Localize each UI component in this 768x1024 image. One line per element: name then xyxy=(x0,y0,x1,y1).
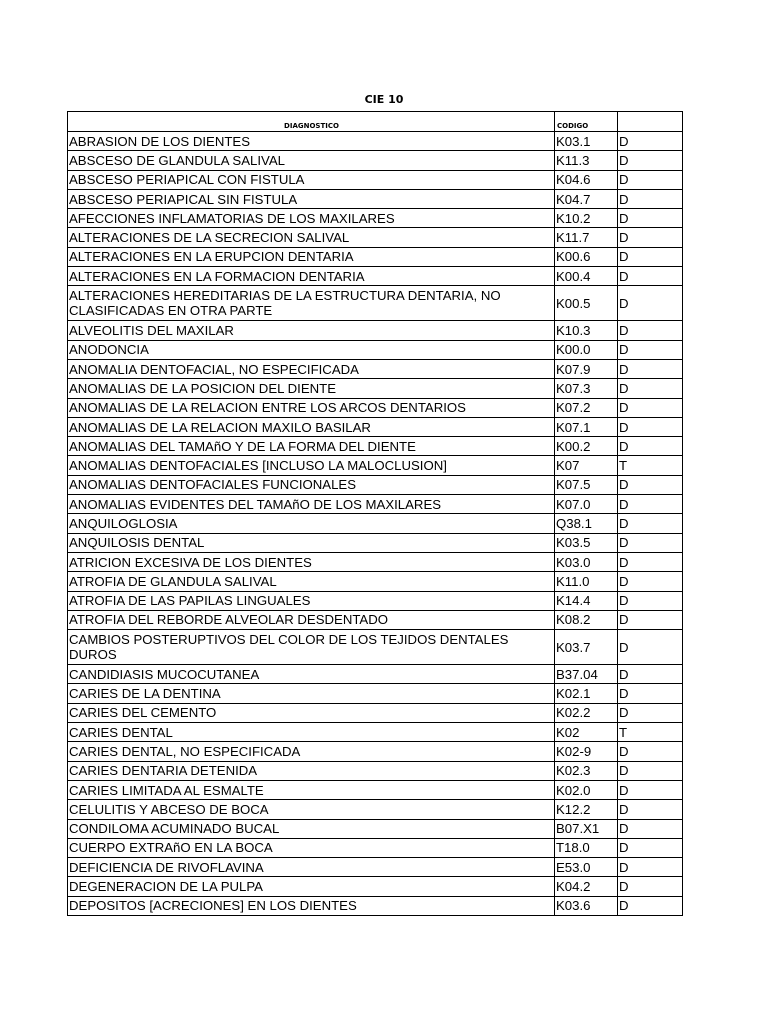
diagnostico-cell: CARIES DENTAL xyxy=(68,723,555,742)
diagnostico-cell: ANOMALIAS DEL TAMAñO Y DE LA FORMA DEL DIENTE xyxy=(68,437,555,456)
tipo-cell: D xyxy=(618,761,683,780)
diagnostico-cell: CUERPO EXTRAñO EN LA BOCA xyxy=(68,838,555,857)
table-body xyxy=(68,112,683,916)
diagnostico-cell: CANDIDIASIS MUCOCUTANEA xyxy=(68,665,555,684)
tipo-cell: D xyxy=(618,665,683,684)
codigo-cell: K08.2 xyxy=(555,610,618,629)
diagnostico-cell: ANOMALIAS DENTOFACIALES [INCLUSO LA MALOCLUSION] xyxy=(68,456,555,475)
codigo-cell: K11.3 xyxy=(555,151,618,170)
table-row xyxy=(68,533,683,552)
tipo-cell: D xyxy=(618,189,683,208)
tipo-cell: D xyxy=(618,398,683,417)
codigo-cell: K00.5 xyxy=(555,286,618,321)
diagnostico-cell: DEGENERACION DE LA PULPA xyxy=(68,877,555,896)
codigo-cell: K04.6 xyxy=(555,170,618,189)
diagnostico-cell: ALTERACIONES HEREDITARIAS DE LA ESTRUCTURA DENTARIA, NO CLASIFICADAS EN OTRA PARTE xyxy=(68,286,555,321)
table-row xyxy=(68,761,683,780)
codigo-cell: K10.3 xyxy=(555,321,618,340)
table-row xyxy=(68,398,683,417)
codigo-cell: K00.0 xyxy=(555,340,618,359)
diagnostico-cell: ANQUILOGLOSIA xyxy=(68,514,555,533)
diagnostico-cell: ANQUILOSIS DENTAL xyxy=(68,533,555,552)
diagnostico-cell: ABRASION DE LOS DIENTES xyxy=(68,132,555,151)
diagnostico-cell: ABSCESO PERIAPICAL CON FISTULA xyxy=(68,170,555,189)
diagnostico-cell: ANODONCIA xyxy=(68,340,555,359)
diagnostico-cell: ATRICION EXCESIVA DE LOS DIENTES xyxy=(68,552,555,571)
tipo-cell: D xyxy=(618,800,683,819)
tipo-cell: D xyxy=(618,591,683,610)
codigo-cell: K00.2 xyxy=(555,437,618,456)
header-codigo: CODIGO xyxy=(555,112,618,132)
tipo-cell: D xyxy=(618,151,683,170)
diagnostico-cell: ATROFIA DEL REBORDE ALVEOLAR DESDENTADO xyxy=(68,610,555,629)
diagnostico-cell: CARIES DE LA DENTINA xyxy=(68,684,555,703)
tipo-cell: D xyxy=(618,379,683,398)
tipo-cell: D xyxy=(618,877,683,896)
codigo-cell: K03.1 xyxy=(555,132,618,151)
tipo-cell: D xyxy=(618,247,683,266)
tipo-cell: D xyxy=(618,340,683,359)
table-row xyxy=(68,456,683,475)
tipo-cell: D xyxy=(618,819,683,838)
diagnostico-cell: CARIES DENTARIA DETENIDA xyxy=(68,761,555,780)
diagnostico-cell: ANOMALIAS DE LA RELACION ENTRE LOS ARCOS DENTARIOS xyxy=(68,398,555,417)
tipo-cell: D xyxy=(618,780,683,799)
tipo-cell: T xyxy=(618,723,683,742)
codigo-cell: K12.2 xyxy=(555,800,618,819)
codigo-cell: K07 xyxy=(555,456,618,475)
table-row xyxy=(68,800,683,819)
table-row xyxy=(68,684,683,703)
codigo-cell: K11.0 xyxy=(555,572,618,591)
diagnostico-cell: CAMBIOS POSTERUPTIVOS DEL COLOR DE LOS TEJIDOS DENTALES DUROS xyxy=(68,630,555,665)
codigo-cell: K02 xyxy=(555,723,618,742)
table-row xyxy=(68,340,683,359)
codigo-cell: K04.2 xyxy=(555,877,618,896)
tipo-cell: D xyxy=(618,495,683,514)
codigo-cell: K02.0 xyxy=(555,780,618,799)
diagnostico-cell: CARIES LIMITADA AL ESMALTE xyxy=(68,780,555,799)
codigo-cell: K02.3 xyxy=(555,761,618,780)
codigo-cell: T18.0 xyxy=(555,838,618,857)
codigo-cell: K07.5 xyxy=(555,475,618,494)
codigo-cell: K10.2 xyxy=(555,209,618,228)
tipo-cell: D xyxy=(618,514,683,533)
diagnostico-cell: ALTERACIONES EN LA ERUPCION DENTARIA xyxy=(68,247,555,266)
header-diagnostico: DIAGNOSTICO xyxy=(68,112,555,132)
diagnostico-cell: ATROFIA DE LAS PAPILAS LINGUALES xyxy=(68,591,555,610)
tipo-cell: D xyxy=(618,267,683,286)
tipo-cell: D xyxy=(618,286,683,321)
codigo-cell: K03.5 xyxy=(555,533,618,552)
diagnostico-cell: DEFICIENCIA DE RIVOFLAVINA xyxy=(68,858,555,877)
table-row xyxy=(68,665,683,684)
diagnostico-cell: ALTERACIONES DE LA SECRECION SALIVAL xyxy=(68,228,555,247)
table-row xyxy=(68,379,683,398)
tipo-cell: D xyxy=(618,703,683,722)
diagnostico-cell: ANOMALIAS DE LA RELACION MAXILO BASILAR xyxy=(68,417,555,436)
tipo-cell: D xyxy=(618,533,683,552)
document-title: CIE 10 xyxy=(364,93,404,106)
table-row xyxy=(68,838,683,857)
table-row xyxy=(68,151,683,170)
tipo-cell: D xyxy=(618,858,683,877)
codigo-cell: K07.1 xyxy=(555,417,618,436)
table-row xyxy=(68,780,683,799)
table-row xyxy=(68,132,683,151)
table-row xyxy=(68,437,683,456)
tipo-cell: D xyxy=(618,630,683,665)
codigo-cell: K00.6 xyxy=(555,247,618,266)
table-row xyxy=(68,286,683,321)
diagnostico-cell: ABSCESO PERIAPICAL SIN FISTULA xyxy=(68,189,555,208)
table-row xyxy=(68,630,683,665)
tipo-cell: D xyxy=(618,742,683,761)
diagnostico-cell: AFECCIONES INFLAMATORIAS DE LOS MAXILARES xyxy=(68,209,555,228)
table-row xyxy=(68,742,683,761)
codigo-cell: K02.2 xyxy=(555,703,618,722)
diagnostico-cell: DEPOSITOS [ACRECIONES] EN LOS DIENTES xyxy=(68,896,555,915)
tipo-cell: D xyxy=(618,321,683,340)
table-row xyxy=(68,417,683,436)
codigo-cell: K03.0 xyxy=(555,552,618,571)
tipo-cell: D xyxy=(618,610,683,629)
table-row xyxy=(68,552,683,571)
codigo-cell: B07.X1 xyxy=(555,819,618,838)
table-row xyxy=(68,321,683,340)
diagnostico-cell: CARIES DEL CEMENTO xyxy=(68,703,555,722)
header-tipo xyxy=(618,112,683,132)
diagnostico-cell: ANOMALIAS EVIDENTES DEL TAMAñO DE LOS MAXILARES xyxy=(68,495,555,514)
tipo-cell: D xyxy=(618,228,683,247)
diagnostico-cell: ALVEOLITIS DEL MAXILAR xyxy=(68,321,555,340)
table-row xyxy=(68,228,683,247)
tipo-cell: D xyxy=(618,552,683,571)
table-header-row xyxy=(68,112,683,132)
codigo-cell: E53.0 xyxy=(555,858,618,877)
table-row xyxy=(68,858,683,877)
diagnostico-cell: CELULITIS Y ABCESO DE BOCA xyxy=(68,800,555,819)
diagnostico-cell: ABSCESO DE GLANDULA SALIVAL xyxy=(68,151,555,170)
diagnostico-cell: CONDILOMA ACUMINADO BUCAL xyxy=(68,819,555,838)
tipo-cell: D xyxy=(618,684,683,703)
table-row xyxy=(68,514,683,533)
tipo-cell: D xyxy=(618,359,683,378)
codigo-cell: Q38.1 xyxy=(555,514,618,533)
table-row xyxy=(68,572,683,591)
table-row xyxy=(68,723,683,742)
codigo-cell: K00.4 xyxy=(555,267,618,286)
diagnostico-cell: ALTERACIONES EN LA FORMACION DENTARIA xyxy=(68,267,555,286)
tipo-cell: D xyxy=(618,417,683,436)
diagnosis-table xyxy=(67,111,683,916)
codigo-cell: K04.7 xyxy=(555,189,618,208)
table-row xyxy=(68,610,683,629)
diagnostico-cell: CARIES DENTAL, NO ESPECIFICADA xyxy=(68,742,555,761)
table-row xyxy=(68,703,683,722)
table-row xyxy=(68,495,683,514)
tipo-cell: D xyxy=(618,475,683,494)
codigo-cell: K11.7 xyxy=(555,228,618,247)
codigo-cell: K14.4 xyxy=(555,591,618,610)
diagnostico-cell: ANOMALIAS DENTOFACIALES FUNCIONALES xyxy=(68,475,555,494)
tipo-cell: D xyxy=(618,132,683,151)
codigo-cell: K07.9 xyxy=(555,359,618,378)
codigo-cell: K07.3 xyxy=(555,379,618,398)
table-row xyxy=(68,877,683,896)
codigo-cell: B37.04 xyxy=(555,665,618,684)
tipo-cell: D xyxy=(618,896,683,915)
table-row xyxy=(68,819,683,838)
tipo-cell: D xyxy=(618,170,683,189)
table-row xyxy=(68,247,683,266)
table-row xyxy=(68,896,683,915)
codigo-cell: K03.6 xyxy=(555,896,618,915)
table-row xyxy=(68,170,683,189)
table-row xyxy=(68,189,683,208)
codigo-cell: K02.1 xyxy=(555,684,618,703)
codigo-cell: K02-9 xyxy=(555,742,618,761)
table-row xyxy=(68,267,683,286)
tipo-cell: D xyxy=(618,572,683,591)
codigo-cell: K07.2 xyxy=(555,398,618,417)
table-row xyxy=(68,209,683,228)
tipo-cell: T xyxy=(618,456,683,475)
codigo-cell: K07.0 xyxy=(555,495,618,514)
table-row xyxy=(68,359,683,378)
table-row xyxy=(68,591,683,610)
tipo-cell: D xyxy=(618,209,683,228)
table-row xyxy=(68,475,683,494)
tipo-cell: D xyxy=(618,838,683,857)
codigo-cell: K03.7 xyxy=(555,630,618,665)
diagnostico-cell: ANOMALIAS DE LA POSICION DEL DIENTE xyxy=(68,379,555,398)
diagnostico-cell: ATROFIA DE GLANDULA SALIVAL xyxy=(68,572,555,591)
diagnostico-cell: ANOMALIA DENTOFACIAL, NO ESPECIFICADA xyxy=(68,359,555,378)
tipo-cell: D xyxy=(618,437,683,456)
